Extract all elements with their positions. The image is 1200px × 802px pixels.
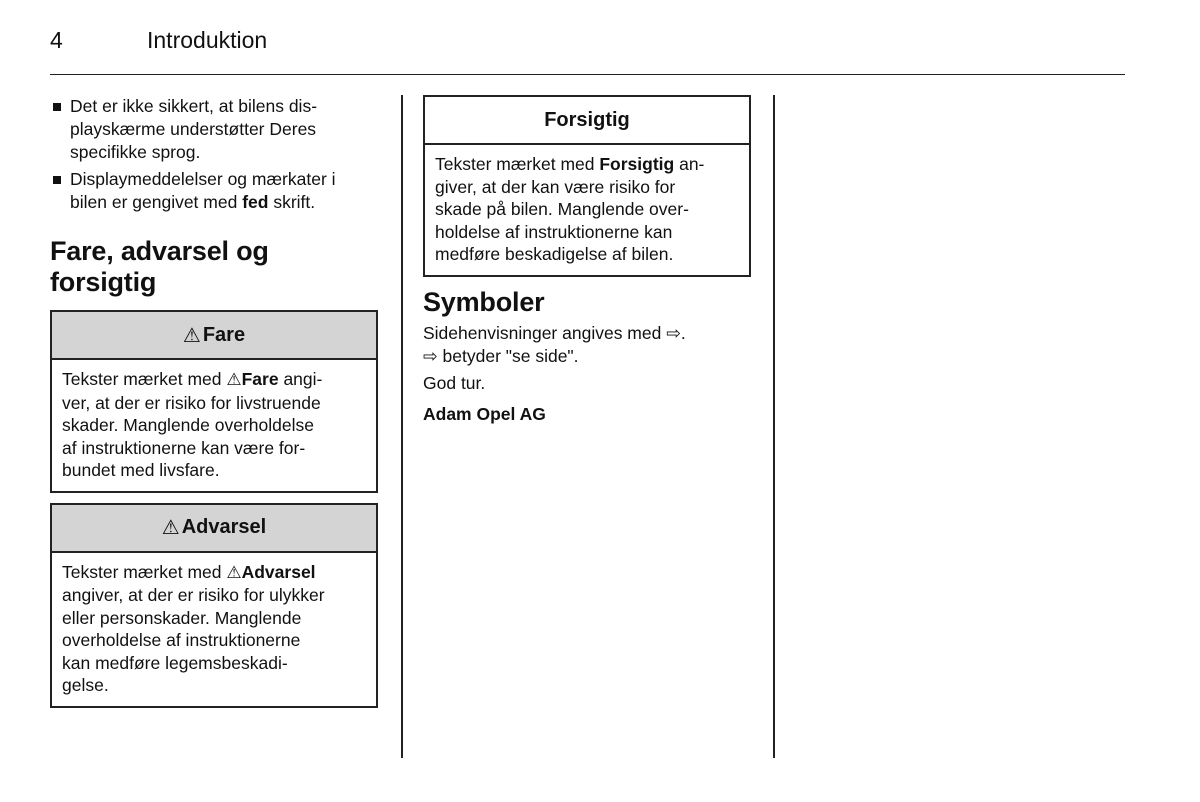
warning-triangle-icon: ⚠ bbox=[226, 370, 242, 389]
page-header bbox=[50, 22, 1125, 75]
bold-term: fed bbox=[242, 192, 269, 212]
warning-box-header bbox=[52, 505, 376, 553]
bold-term: Forsigtig bbox=[599, 154, 675, 174]
text-line: Det er ikke sikkert, at bilens dis- bbox=[70, 96, 318, 116]
text-line bbox=[435, 153, 739, 176]
bullet-square-icon bbox=[53, 176, 61, 184]
warning-triangle-icon: ⚠ bbox=[182, 324, 201, 347]
text-line bbox=[62, 561, 366, 585]
text-fragment: angi- bbox=[278, 369, 323, 389]
text-fragment: Tekster mærket med bbox=[435, 154, 600, 174]
warning-box-title: Advarsel bbox=[181, 516, 267, 538]
text-fragment: Tekster mærket med bbox=[62, 561, 227, 582]
text-line bbox=[62, 368, 366, 392]
symbols-paragraph bbox=[423, 322, 753, 368]
bullet-list bbox=[50, 95, 380, 214]
text-line: angiver, at der er risiko for ulykker bbox=[62, 585, 325, 605]
text-line: kan medføre legemsbeskadi- bbox=[62, 652, 288, 673]
page-reference-arrow-icon: ⇨ bbox=[423, 345, 438, 366]
caution-box-header bbox=[425, 97, 749, 145]
warning-box bbox=[50, 503, 378, 708]
caution-box bbox=[423, 95, 751, 277]
list-item bbox=[50, 168, 380, 214]
text-fragment: an- bbox=[674, 154, 705, 174]
caution-box-title: Forsigtig bbox=[544, 108, 630, 131]
text-line: Displaymeddelelser og mærkater i bbox=[70, 169, 336, 189]
warning-triangle-icon: ⚠ bbox=[226, 562, 242, 582]
signature-text: Adam Opel AG bbox=[423, 403, 546, 424]
text-line bbox=[70, 191, 380, 214]
danger-box bbox=[50, 310, 378, 493]
danger-box-header bbox=[52, 312, 376, 360]
text-fragment: skrift. bbox=[268, 192, 316, 212]
text-line: giver, at der kan være risiko for bbox=[435, 176, 676, 197]
section-heading: Fare, advarsel og forsigtig bbox=[50, 236, 269, 297]
bullet-square-icon bbox=[53, 103, 61, 111]
warning-triangle-icon: ⚠ bbox=[161, 517, 180, 539]
caution-box-body bbox=[425, 145, 749, 275]
text-line: bundet med livsfare. bbox=[62, 460, 220, 480]
column-middle bbox=[423, 95, 753, 434]
column-divider-2 bbox=[773, 95, 775, 758]
section-heading: Symboler bbox=[423, 286, 545, 317]
warning-box-body bbox=[52, 553, 376, 706]
text-line: af instruktionerne kan være for- bbox=[62, 437, 306, 458]
text-line: skader. Manglende overholdelse bbox=[62, 415, 314, 435]
greeting-text: God tur. bbox=[423, 372, 486, 393]
text-line: holdelse af instruktionerne kan bbox=[435, 221, 673, 242]
text-line: skade på bilen. Manglende over- bbox=[435, 199, 689, 219]
text-fragment: . bbox=[680, 322, 686, 343]
text-line: eller personskader. Manglende bbox=[62, 607, 302, 628]
page-number: 4 bbox=[50, 27, 63, 53]
chapter-title: Introduktion bbox=[147, 27, 268, 53]
text-line: overholdelse af instruktionerne bbox=[62, 630, 301, 650]
text-line: ver, at der er risiko for livstruende bbox=[62, 392, 321, 413]
danger-box-title: Fare bbox=[202, 323, 246, 346]
column-divider-1 bbox=[401, 95, 403, 758]
text-fragment: Tekster mærket med bbox=[62, 369, 227, 389]
text-fragment: Sidehenvisninger angives med bbox=[423, 322, 667, 343]
text-fragment: betyder "se side". bbox=[437, 345, 579, 366]
list-item bbox=[50, 95, 380, 164]
text-fragment: bilen er gengivet med bbox=[70, 192, 243, 212]
column-left bbox=[50, 95, 380, 718]
bold-term: Fare bbox=[241, 369, 279, 389]
danger-box-body bbox=[52, 360, 376, 491]
text-line: specifikke sprog. bbox=[70, 142, 201, 162]
page-reference-arrow-icon: ⇨ bbox=[666, 322, 681, 343]
text-line bbox=[423, 322, 753, 345]
bold-term: Advarsel bbox=[241, 561, 316, 582]
text-line: medføre beskadigelse af bilen. bbox=[435, 244, 674, 264]
text-line: playskærme understøtter Deres bbox=[70, 119, 317, 139]
text-line: gelse. bbox=[62, 675, 109, 695]
text-line bbox=[423, 345, 753, 368]
